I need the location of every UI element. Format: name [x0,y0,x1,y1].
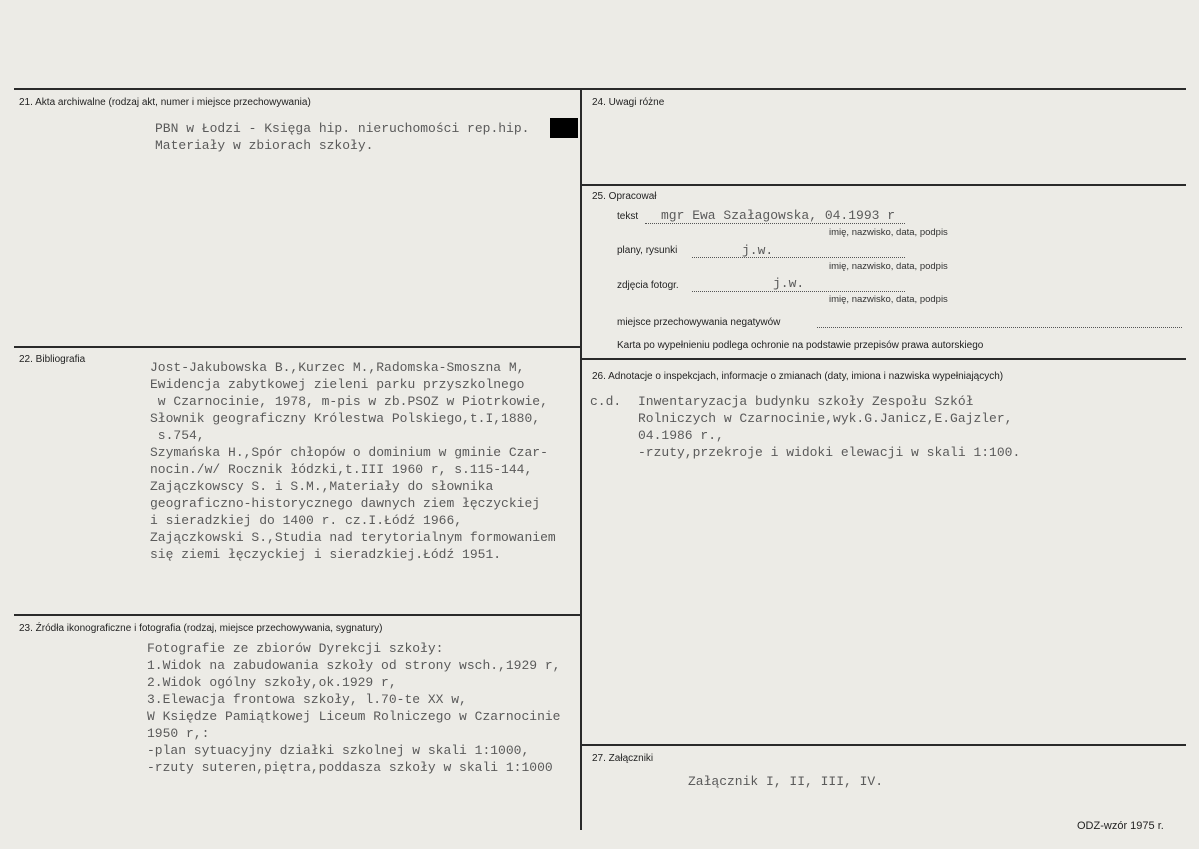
zdjecia-label: zdjęcia fotogr. [617,280,679,291]
rule-21-22 [14,346,580,348]
annotation-line: Rolniczych w Czarnocinie,wyk.G.Janicz,E.Gajzler, [638,411,1013,426]
bibliography-line: Słownik geograficzny Królestwa Polskiego,t.I,1880, [150,411,541,426]
rule-24-25 [582,184,1186,186]
iconography-line: 2.Widok ogólny szkoły,ok.1929 r, [147,675,397,690]
section-27-label: 27. Załączniki [592,753,654,764]
bibliography-line: s.754, [150,428,205,443]
redaction-block [550,118,578,138]
copyright-note: Karta po wypełnieniu podlega ochronie na podstawie przepisów prawa autorskiego [617,340,984,351]
zdjecia-value: j.w. [773,276,805,291]
section-21-line: PBN w Łodzi - Księga hip. nieruchomości rep.hip. [155,121,530,136]
bibliography-line: Zajączkowscy S. i S.M.,Materiały do słownika [150,479,494,494]
tekst-value: mgr Ewa Szałagowska, 04.1993 r [661,208,896,223]
tekst-caption: imię, nazwisko, data, podpis [829,227,948,238]
bibliography-line: geograficzno-historycznego dawnych ziem łęczyckiej [150,496,541,511]
section-22-label: 22. Bibliografia [19,354,86,365]
section-26-label: 26. Adnotacje o inspekcjach, informacje o zmianach (daty, imiona i nazwiska wypełniających) [592,371,1004,382]
top-rule [14,88,1186,90]
section-23-label: 23. Źródła ikonograficzne i fotografia (rodzaj, miejsce przechowywania, sygnatury) [19,623,383,634]
plany-value: j.w. [742,243,774,258]
rule-22-23 [14,614,580,616]
form-id: ODZ-wzór 1975 r. [1077,820,1164,832]
iconography-line: 3.Elewacja frontowa szkoły, l.70-te XX w, [147,692,467,707]
section-21-line: Materiały w zbiorach szkoły. [155,138,374,153]
iconography-line: -plan sytuacyjny działki szkolnej w skali 1:1000, [147,743,530,758]
bibliography-line: w Czarnocinie, 1978, m-pis w zb.PSOZ w Piotrkowie, [150,394,548,409]
bibliography-line: nocin./w/ Rocznik łódzki,t.III 1960 r, s.115-144, [150,462,533,477]
annotation-line: Inwentaryzacja budynku szkoły Zespołu Szkół [638,394,974,409]
bibliography-line: Szymańska H.,Spór chłopów o dominium w gminie Czar- [150,445,548,460]
iconography-line: Fotografie ze zbiorów Dyrekcji szkoły: [147,641,444,656]
annotation-line: 04.1986 r., [638,428,724,443]
plany-dotted-line [692,257,905,258]
negatywy-label: miejsce przechowywania negatywów [617,317,781,328]
plany-label: plany, rysunki [617,245,678,256]
rule-26-27 [582,744,1186,746]
section-25-label: 25. Opracował [592,191,657,202]
tekst-label: tekst [617,211,639,222]
rule-25-26 [582,358,1186,360]
iconography-line: 1950 r,: [147,726,210,741]
negatywy-dotted-line [817,327,1182,328]
section-26-prefix: c.d. [590,394,622,409]
bibliography-line: Ewidencja zabytkowej zieleni parku przyszkolnego [150,377,525,392]
iconography-line: W Księdze Pamiątkowej Liceum Rolniczego w Czarnocinie [147,709,561,724]
bibliography-line: Zajączkowski S.,Studia nad terytorialnym formowaniem [150,530,556,545]
iconography-line: 1.Widok na zabudowania szkoły od strony wsch.,1929 r, [147,658,561,673]
annotation-line: -rzuty,przekroje i widoki elewacji w skali 1:100. [638,445,1021,460]
attachments-value: Załącznik I, II, III, IV. [688,774,884,789]
column-divider [580,90,582,830]
section-24-label: 24. Uwagi różne [592,97,665,108]
bibliography-line: Jost-Jakubowska B.,Kurzec M.,Radomska-Smoszna M, [150,360,525,375]
bibliography-line: się ziemi łęczyckiej i sieradzkiej.Łódź 1951. [150,547,502,562]
bibliography-line: i sieradzkiej do 1400 r. cz.I.Łódź 1966, [150,513,463,528]
iconography-line: -rzuty suteren,piętra,poddasza szkoły w skali 1:1000 [147,760,553,775]
zdjecia-caption: imię, nazwisko, data, podpis [829,294,948,305]
plany-caption: imię, nazwisko, data, podpis [829,261,948,272]
section-21-label: 21. Akta archiwalne (rodzaj akt, numer i miejsce przechowywania) [19,97,311,108]
